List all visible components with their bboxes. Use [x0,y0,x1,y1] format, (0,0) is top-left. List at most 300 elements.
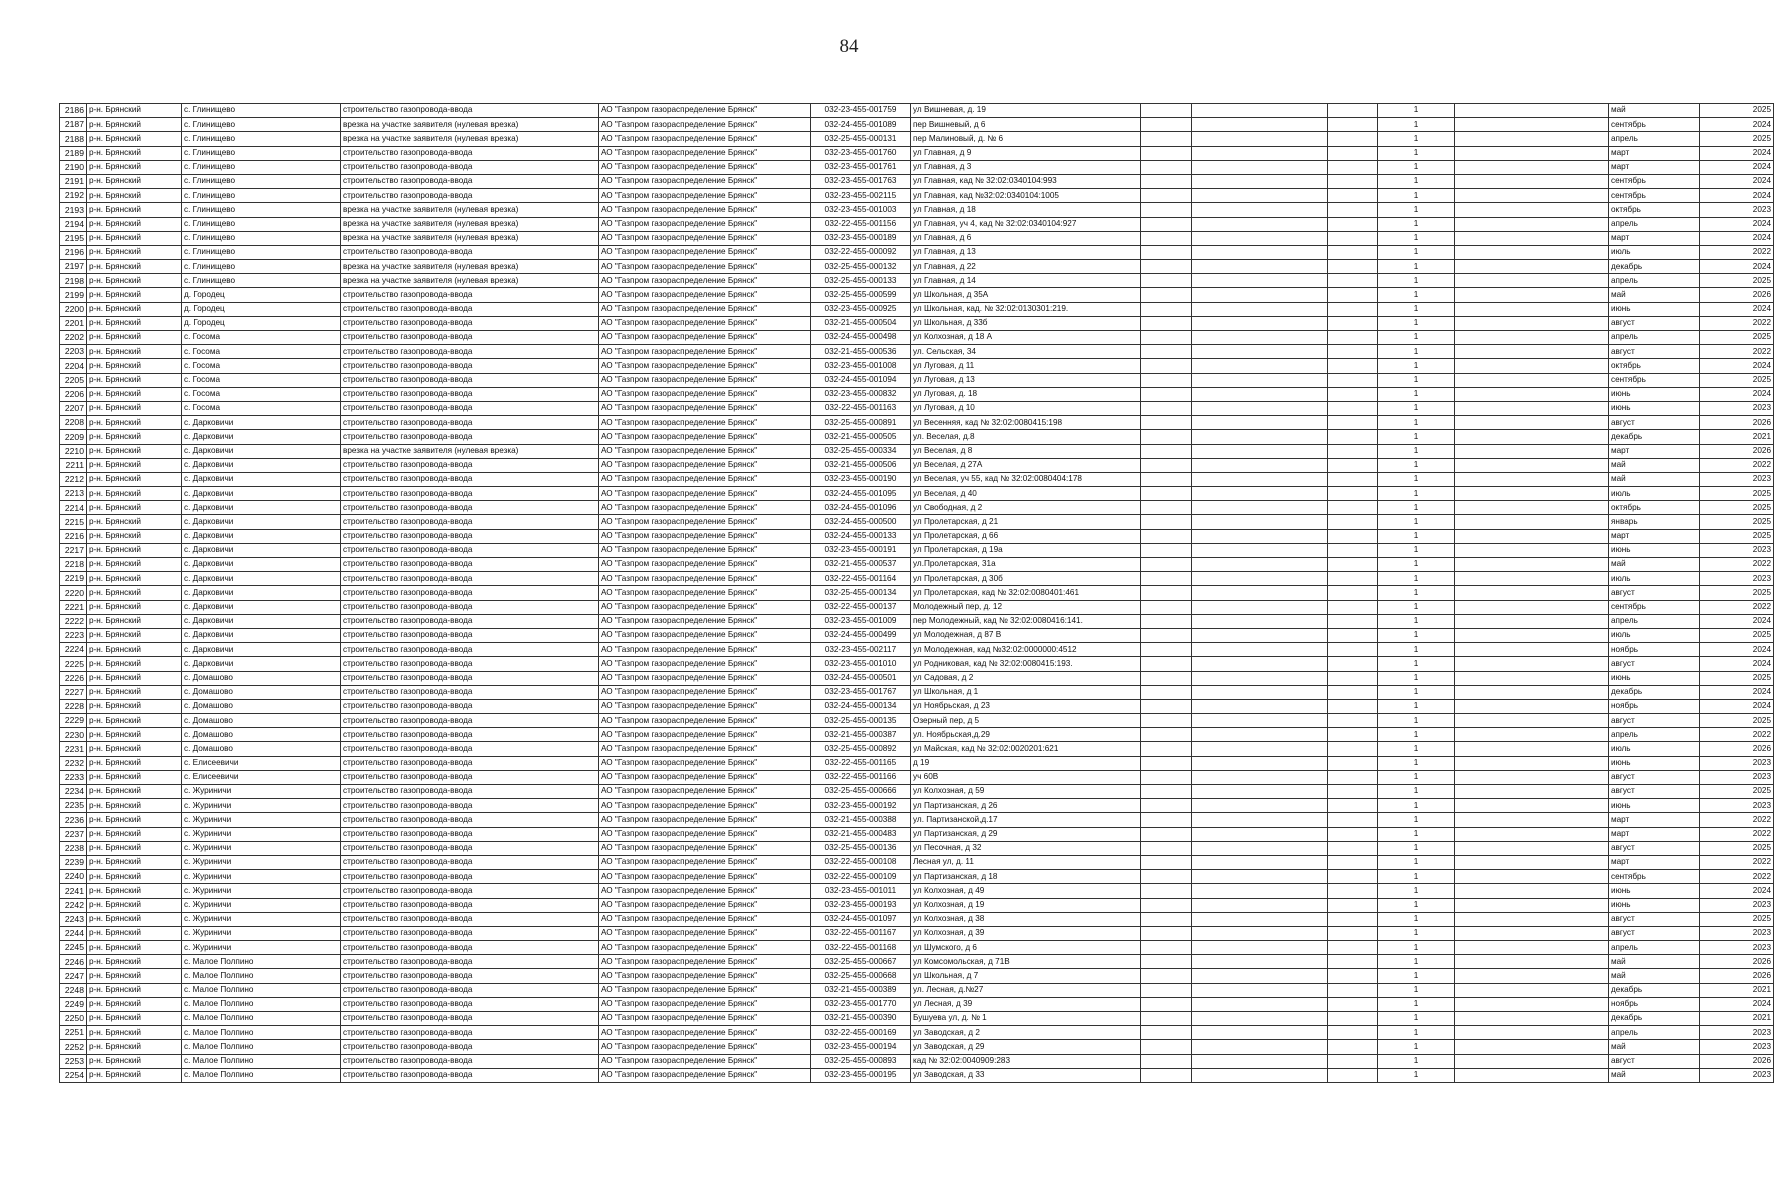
work-type-cell: строительство газопровода-ввода [341,983,599,997]
empty-cell [1455,203,1609,217]
work-type-cell: врезка на участке заявителя (нулевая врезка) [341,231,599,245]
empty-cell [1192,827,1328,841]
year-cell: 2022 [1700,245,1774,259]
quantity-cell: 1 [1378,969,1455,983]
row-number: 2242 [60,898,87,912]
district-cell: р-н. Брянский [87,472,182,486]
address-cell: ул Главная, д 3 [911,160,1141,174]
empty-cell [1328,458,1378,472]
row-number: 2204 [60,359,87,373]
application-number-cell: 032-25-455-000134 [811,586,911,600]
month-cell: июль [1609,487,1700,501]
application-number-cell: 032-25-455-000135 [811,714,911,728]
month-cell: август [1609,416,1700,430]
year-cell: 2022 [1700,458,1774,472]
year-cell: 2024 [1700,699,1774,713]
empty-cell [1455,643,1609,657]
locality-cell: с. Домашово [182,685,341,699]
organization-cell: АО "Газпром газораспределение Брянск" [599,132,811,146]
application-number-cell: 032-23-455-001759 [811,104,911,118]
empty-cell [1455,558,1609,572]
address-cell: ул Пролетарская, д 21 [911,515,1141,529]
empty-cell [1141,444,1192,458]
application-number-cell: 032-22-455-001156 [811,217,911,231]
year-cell: 2025 [1700,274,1774,288]
address-cell: д 19 [911,756,1141,770]
district-cell: р-н. Брянский [87,742,182,756]
quantity-cell: 1 [1378,770,1455,784]
empty-cell [1141,699,1192,713]
organization-cell: АО "Газпром газораспределение Брянск" [599,600,811,614]
work-type-cell: строительство газопровода-ввода [341,756,599,770]
application-number-cell: 032-25-455-000599 [811,288,911,302]
locality-cell: с. Дарковичи [182,558,341,572]
address-cell: ул Веселая, д 40 [911,487,1141,501]
empty-cell [1141,728,1192,742]
empty-cell [1455,728,1609,742]
address-cell: пер Молодежный, кад № 32:02:0080416:141. [911,614,1141,628]
address-cell: ул.Пролетарская, 31а [911,558,1141,572]
month-cell: май [1609,1068,1700,1082]
quantity-cell: 1 [1378,529,1455,543]
empty-cell [1141,189,1192,203]
month-cell: июнь [1609,401,1700,415]
address-cell: Озерный пер, д 5 [911,714,1141,728]
empty-cell [1328,316,1378,330]
address-cell: ул Веселая, уч 55, кад № 32:02:0080404:178 [911,472,1141,486]
empty-cell [1192,302,1328,316]
work-type-cell: строительство газопровода-ввода [341,1012,599,1026]
quantity-cell: 1 [1378,955,1455,969]
empty-cell [1141,572,1192,586]
locality-cell: с. Малое Полпино [182,955,341,969]
organization-cell: АО "Газпром газораспределение Брянск" [599,203,811,217]
table-row [60,458,1774,472]
locality-cell: с. Глинищево [182,203,341,217]
month-cell: март [1609,529,1700,543]
organization-cell: АО "Газпром газораспределение Брянск" [599,416,811,430]
empty-cell [1455,487,1609,501]
empty-cell [1328,1026,1378,1040]
address-cell: ул Луговая, д. 18 [911,387,1141,401]
table-row [60,444,1774,458]
address-cell: пер Малиновый, д. № 6 [911,132,1141,146]
table-row [60,926,1774,940]
empty-cell [1455,941,1609,955]
empty-cell [1192,245,1328,259]
locality-cell: с. Журиничи [182,912,341,926]
empty-cell [1141,756,1192,770]
work-type-cell: строительство газопровода-ввода [341,614,599,628]
month-cell: декабрь [1609,685,1700,699]
locality-cell: с. Дарковичи [182,472,341,486]
empty-cell [1192,118,1328,132]
organization-cell: АО "Газпром газораспределение Брянск" [599,118,811,132]
table-row [60,827,1774,841]
quantity-cell: 1 [1378,643,1455,657]
address-cell: ул Заводская, д 2 [911,1026,1141,1040]
application-number-cell: 032-23-455-000194 [811,1040,911,1054]
month-cell: сентябрь [1609,600,1700,614]
month-cell: декабрь [1609,983,1700,997]
row-number: 2253 [60,1054,87,1068]
row-number: 2186 [60,104,87,118]
work-type-cell: строительство газопровода-ввода [341,543,599,557]
empty-cell [1192,316,1328,330]
application-number-cell: 032-22-455-001165 [811,756,911,770]
organization-cell: АО "Газпром газораспределение Брянск" [599,231,811,245]
table-row [60,600,1774,614]
month-cell: август [1609,316,1700,330]
year-cell: 2021 [1700,1012,1774,1026]
empty-cell [1328,699,1378,713]
district-cell: р-н. Брянский [87,770,182,784]
application-number-cell: 032-23-455-000191 [811,543,911,557]
quantity-cell: 1 [1378,586,1455,600]
application-number-cell: 032-22-455-001163 [811,401,911,415]
year-cell: 2024 [1700,614,1774,628]
row-number: 2193 [60,203,87,217]
table-row [60,572,1774,586]
year-cell: 2025 [1700,628,1774,642]
empty-cell [1141,543,1192,557]
table-row [60,501,1774,515]
month-cell: июнь [1609,302,1700,316]
empty-cell [1192,671,1328,685]
empty-cell [1192,813,1328,827]
organization-cell: АО "Газпром газораспределение Брянск" [599,643,811,657]
empty-cell [1328,884,1378,898]
table-row [60,756,1774,770]
empty-cell [1455,288,1609,302]
empty-cell [1328,331,1378,345]
application-number-cell: 032-22-455-001168 [811,941,911,955]
year-cell: 2024 [1700,146,1774,160]
empty-cell [1192,444,1328,458]
locality-cell: с. Глинищево [182,217,341,231]
empty-cell [1328,657,1378,671]
year-cell: 2023 [1700,1040,1774,1054]
year-cell: 2022 [1700,855,1774,869]
row-number: 2254 [60,1068,87,1082]
organization-cell: АО "Газпром газораспределение Брянск" [599,558,811,572]
address-cell: ул Молодежная, д 87 В [911,628,1141,642]
table-row [60,884,1774,898]
row-number: 2198 [60,274,87,288]
empty-cell [1328,288,1378,302]
empty-cell [1328,983,1378,997]
work-type-cell: строительство газопровода-ввода [341,855,599,869]
work-type-cell: строительство газопровода-ввода [341,827,599,841]
organization-cell: АО "Газпром газораспределение Брянск" [599,955,811,969]
quantity-cell: 1 [1378,558,1455,572]
empty-cell [1141,614,1192,628]
address-cell: ул Главная, д 18 [911,203,1141,217]
application-number-cell: 032-24-455-000134 [811,699,911,713]
organization-cell: АО "Газпром газораспределение Брянск" [599,799,811,813]
row-number: 2199 [60,288,87,302]
empty-cell [1192,458,1328,472]
row-number: 2195 [60,231,87,245]
empty-cell [1455,898,1609,912]
table-row [60,203,1774,217]
row-number: 2200 [60,302,87,316]
table-row [60,558,1774,572]
year-cell: 2024 [1700,387,1774,401]
row-number: 2238 [60,841,87,855]
application-number-cell: 032-24-455-001089 [811,118,911,132]
work-type-cell: строительство газопровода-ввода [341,969,599,983]
organization-cell: АО "Газпром газораспределение Брянск" [599,160,811,174]
quantity-cell: 1 [1378,884,1455,898]
empty-cell [1141,359,1192,373]
empty-cell [1455,444,1609,458]
table-row [60,699,1774,713]
quantity-cell: 1 [1378,203,1455,217]
organization-cell: АО "Газпром газораспределение Брянск" [599,104,811,118]
district-cell: р-н. Брянский [87,657,182,671]
year-cell: 2023 [1700,401,1774,415]
empty-cell [1141,501,1192,515]
year-cell: 2022 [1700,870,1774,884]
row-number: 2239 [60,855,87,869]
row-number: 2220 [60,586,87,600]
empty-cell [1141,1026,1192,1040]
empty-cell [1455,600,1609,614]
district-cell: р-н. Брянский [87,558,182,572]
district-cell: р-н. Брянский [87,671,182,685]
month-cell: ноябрь [1609,643,1700,657]
empty-cell [1455,657,1609,671]
empty-cell [1192,1040,1328,1054]
quantity-cell: 1 [1378,373,1455,387]
quantity-cell: 1 [1378,742,1455,756]
year-cell: 2023 [1700,543,1774,557]
application-number-cell: 032-21-455-000389 [811,983,911,997]
empty-cell [1328,586,1378,600]
empty-cell [1328,742,1378,756]
quantity-cell: 1 [1378,401,1455,415]
work-type-cell: строительство газопровода-ввода [341,1040,599,1054]
month-cell: октябрь [1609,359,1700,373]
locality-cell: с. Домашово [182,742,341,756]
work-type-cell: строительство газопровода-ввода [341,799,599,813]
empty-cell [1328,529,1378,543]
locality-cell: с. Глинищево [182,118,341,132]
table-row [60,983,1774,997]
empty-cell [1141,1068,1192,1082]
organization-cell: АО "Газпром газораспределение Брянск" [599,628,811,642]
district-cell: р-н. Брянский [87,529,182,543]
empty-cell [1455,146,1609,160]
district-cell: р-н. Брянский [87,203,182,217]
month-cell: март [1609,813,1700,827]
month-cell: апрель [1609,217,1700,231]
row-number: 2221 [60,600,87,614]
application-number-cell: 032-23-455-001767 [811,685,911,699]
empty-cell [1192,1026,1328,1040]
month-cell: июль [1609,628,1700,642]
table-row [60,1012,1774,1026]
locality-cell: с. Малое Полпино [182,983,341,997]
row-number: 2246 [60,955,87,969]
empty-cell [1141,316,1192,330]
work-type-cell: строительство газопровода-ввода [341,430,599,444]
empty-cell [1328,600,1378,614]
application-number-cell: 032-22-455-001167 [811,926,911,940]
empty-cell [1141,487,1192,501]
empty-cell [1328,174,1378,188]
work-type-cell: строительство газопровода-ввода [341,1026,599,1040]
year-cell: 2024 [1700,160,1774,174]
empty-cell [1141,714,1192,728]
month-cell: март [1609,160,1700,174]
application-number-cell: 032-22-455-001166 [811,770,911,784]
month-cell: апрель [1609,331,1700,345]
year-cell: 2025 [1700,586,1774,600]
locality-cell: с. Дарковичи [182,529,341,543]
year-cell: 2025 [1700,785,1774,799]
empty-cell [1141,245,1192,259]
district-cell: р-н. Брянский [87,543,182,557]
empty-cell [1455,231,1609,245]
table-row [60,487,1774,501]
year-cell: 2025 [1700,501,1774,515]
organization-cell: АО "Газпром газораспределение Брянск" [599,401,811,415]
locality-cell: с. Журиничи [182,884,341,898]
empty-cell [1141,870,1192,884]
organization-cell: АО "Газпром газораспределение Брянск" [599,1012,811,1026]
organization-cell: АО "Газпром газораспределение Брянск" [599,260,811,274]
work-type-cell: строительство газопровода-ввода [341,529,599,543]
row-number: 2247 [60,969,87,983]
empty-cell [1141,472,1192,486]
empty-cell [1141,118,1192,132]
district-cell: р-н. Брянский [87,160,182,174]
organization-cell: АО "Газпром газораспределение Брянск" [599,699,811,713]
empty-cell [1328,926,1378,940]
application-number-cell: 032-21-455-000504 [811,316,911,330]
work-type-cell: строительство газопровода-ввода [341,884,599,898]
empty-cell [1192,699,1328,713]
application-number-cell: 032-21-455-000536 [811,345,911,359]
district-cell: р-н. Брянский [87,969,182,983]
empty-cell [1141,770,1192,784]
work-type-cell: строительство газопровода-ввода [341,331,599,345]
month-cell: август [1609,657,1700,671]
row-number: 2225 [60,657,87,671]
quantity-cell: 1 [1378,118,1455,132]
district-cell: р-н. Брянский [87,359,182,373]
month-cell: октябрь [1609,203,1700,217]
locality-cell: с. Дарковичи [182,487,341,501]
table-row [60,628,1774,642]
empty-cell [1455,671,1609,685]
organization-cell: АО "Газпром газораспределение Брянск" [599,543,811,557]
empty-cell [1328,543,1378,557]
empty-cell [1141,671,1192,685]
locality-cell: с. Малое Полпино [182,1054,341,1068]
organization-cell: АО "Газпром газораспределение Брянск" [599,458,811,472]
address-cell: ул Комсомольская, д 71В [911,955,1141,969]
empty-cell [1455,685,1609,699]
quantity-cell: 1 [1378,728,1455,742]
organization-cell: АО "Газпром газораспределение Брянск" [599,501,811,515]
work-type-cell: строительство газопровода-ввода [341,941,599,955]
year-cell: 2026 [1700,955,1774,969]
district-cell: р-н. Брянский [87,728,182,742]
work-type-cell: строительство газопровода-ввода [341,458,599,472]
organization-cell: АО "Газпром газораспределение Брянск" [599,515,811,529]
empty-cell [1192,487,1328,501]
work-type-cell: врезка на участке заявителя (нулевая врезка) [341,274,599,288]
empty-cell [1141,458,1192,472]
organization-cell: АО "Газпром газораспределение Брянск" [599,855,811,869]
district-cell: р-н. Брянский [87,401,182,415]
district-cell: р-н. Брянский [87,1054,182,1068]
work-type-cell: строительство газопровода-ввода [341,813,599,827]
row-number: 2249 [60,997,87,1011]
locality-cell: с. Глинищево [182,104,341,118]
quantity-cell: 1 [1378,600,1455,614]
district-cell: р-н. Брянский [87,458,182,472]
locality-cell: с. Дарковичи [182,586,341,600]
empty-cell [1328,997,1378,1011]
application-number-cell: 032-23-455-001003 [811,203,911,217]
empty-cell [1328,302,1378,316]
application-number-cell: 032-25-455-000136 [811,841,911,855]
empty-cell [1328,685,1378,699]
work-type-cell: строительство газопровода-ввода [341,345,599,359]
empty-cell [1141,515,1192,529]
year-cell: 2026 [1700,1054,1774,1068]
empty-cell [1141,1040,1192,1054]
locality-cell: с. Журиничи [182,898,341,912]
empty-cell [1141,302,1192,316]
application-number-cell: 032-25-455-000334 [811,444,911,458]
empty-cell [1141,160,1192,174]
empty-cell [1192,955,1328,969]
table-row [60,245,1774,259]
month-cell: июнь [1609,898,1700,912]
empty-cell [1192,884,1328,898]
district-cell: р-н. Брянский [87,231,182,245]
year-cell: 2024 [1700,884,1774,898]
row-number: 2234 [60,785,87,799]
row-number: 2189 [60,146,87,160]
empty-cell [1328,1012,1378,1026]
year-cell: 2026 [1700,969,1774,983]
empty-cell [1192,515,1328,529]
application-number-cell: 032-23-455-002117 [811,643,911,657]
empty-cell [1141,785,1192,799]
empty-cell [1455,628,1609,642]
district-cell: р-н. Брянский [87,245,182,259]
table-row [60,969,1774,983]
year-cell: 2023 [1700,770,1774,784]
table-row [60,146,1774,160]
quantity-cell: 1 [1378,628,1455,642]
application-number-cell: 032-25-455-000893 [811,1054,911,1068]
locality-cell: с. Дарковичи [182,572,341,586]
row-number: 2197 [60,260,87,274]
month-cell: август [1609,1054,1700,1068]
empty-cell [1455,983,1609,997]
locality-cell: с. Журиничи [182,813,341,827]
quantity-cell: 1 [1378,756,1455,770]
year-cell: 2026 [1700,288,1774,302]
locality-cell: с. Малое Полпино [182,997,341,1011]
